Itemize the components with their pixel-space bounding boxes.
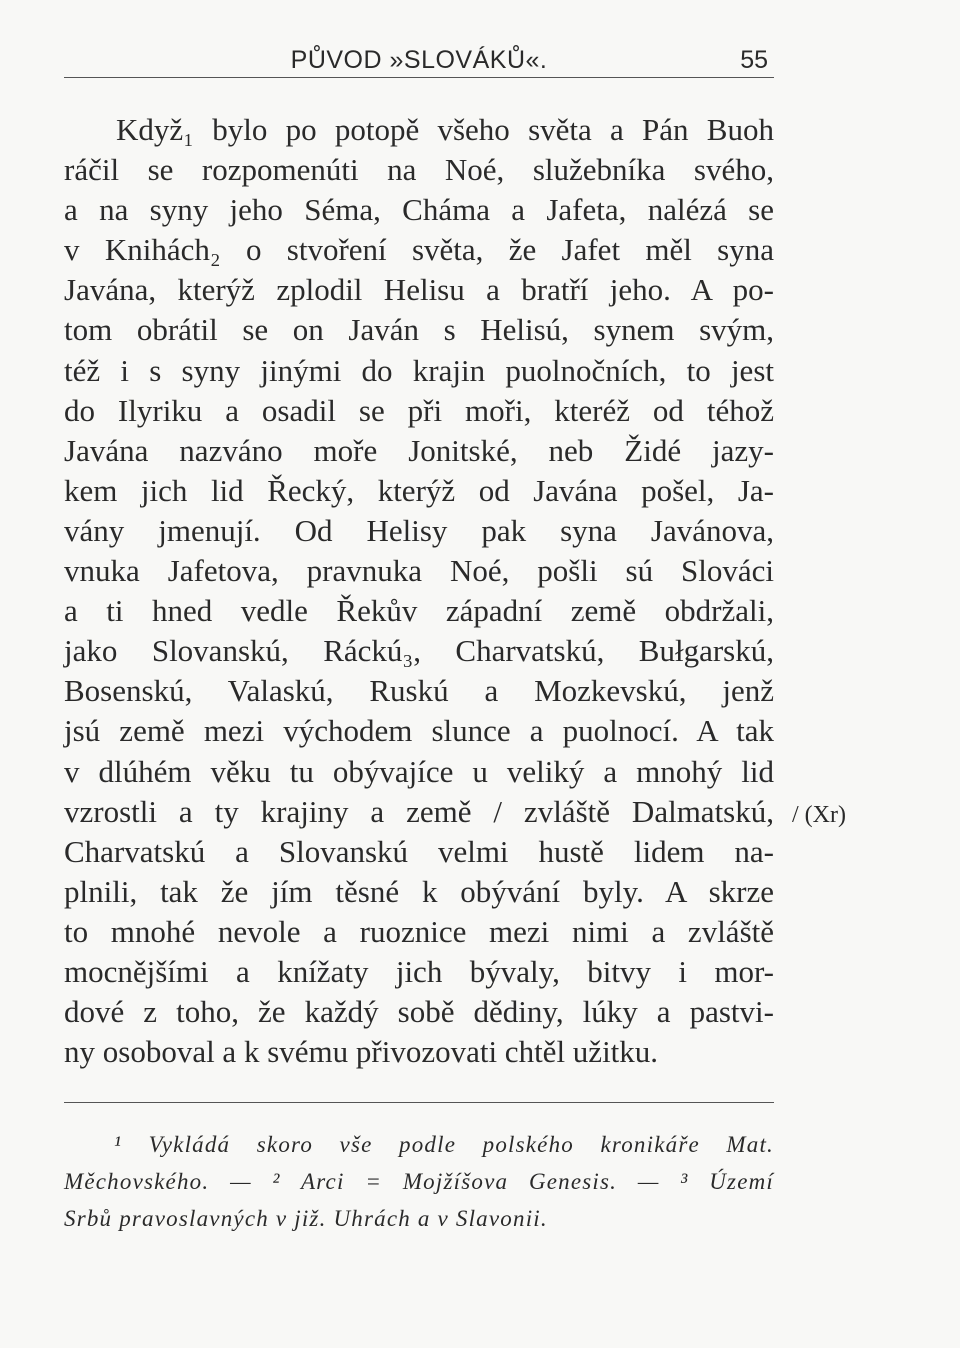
body-line: tom obrátil se on Javán s Helisú, synem svým,	[64, 312, 774, 348]
body-line: mocnějšími a knížaty jich bývaly, bitvy i mor-	[64, 953, 774, 989]
header-rule	[64, 77, 774, 78]
body-line: jako Slovanskú, Ráckú₃, Charvatskú, Bułgarskú,	[64, 633, 774, 669]
body-line: vzrostli a ty krajiny a země / zvláště Dalmatskú,	[64, 793, 774, 829]
body-line: vnuka Jafetova, pravnuka Noé, pošli sú Slováci	[64, 553, 774, 589]
body-line: Javána, kterýž zplodil Helisu a bratří jeho. A po-	[64, 272, 774, 308]
body-line: Javána nazváno moře Jonitské, neb Židé jazy-	[64, 432, 774, 468]
page-number: 55	[740, 46, 768, 74]
body-line: jsú země mezi východem slunce a puolnocí. A tak	[64, 713, 774, 749]
footnote-rule	[64, 1102, 774, 1103]
body-line: v dlúhém věku tu obývajíce u veliký a mnohý lid	[64, 753, 774, 789]
body-line: do Ilyriku a osadil se při moři, kteréž od téhož	[64, 392, 774, 428]
body-text	[64, 110, 774, 1072]
margin-note: / (Xr)	[792, 802, 846, 828]
body-line: Charvatskú a Slovanskú velmi hustě lidem na-	[64, 833, 774, 869]
body-line: dové z toho, že každý sobě dědiny, lúky a pastvi-	[64, 994, 774, 1030]
body-line: též i s syny jinými do krajin puolnočních, to jest	[64, 352, 774, 388]
running-title: PŮVOD »SLOVÁKŮ«.	[290, 46, 548, 74]
footnote-line: ¹ Vykládá skoro vše podle polského kronikáře Mat.	[114, 1132, 774, 1157]
body-line: ráčil se rozpomenúti na Noé, služebníka svého,	[64, 152, 774, 188]
body-line: Bosenskú, Valaskú, Ruskú a Mozkevskú, jenž	[64, 673, 774, 709]
footnotes	[64, 1126, 774, 1237]
footnote-line: Měchovského. — ² Arci = Mojžíšova Genesis. — ³ Území	[64, 1169, 774, 1194]
body-line: vány jmenují. Od Helisy pak syna Javánova,	[64, 512, 774, 548]
footnote-line: Srbů pravoslavných v již. Uhrách a v Slavonii.	[64, 1206, 548, 1231]
body-line: v Knihách₂ o stvoření světa, že Jafet měl syna	[64, 232, 774, 268]
body-line: a ti hned vedle Řekův západní země obdržali,	[64, 593, 774, 629]
body-line: Když₁ bylo po potopě všeho světa a Pán Buoh	[116, 112, 774, 147]
body-line: plnili, tak že jím těsné k obývání byly. A skrze	[64, 873, 774, 909]
body-line: to mnohé nevole a ruoznice mezi nimi a zvláště	[64, 913, 774, 949]
body-line: a na syny jeho Séma, Chámа a Jafeta, nalézá se	[64, 192, 774, 228]
page-header	[64, 42, 774, 80]
body-line: ny osoboval a k svému přivozovati chtěl užitku.	[64, 1034, 659, 1070]
body-line: kem jich lid Řecký, kterýž od Javána pošel, Ja-	[64, 472, 774, 508]
